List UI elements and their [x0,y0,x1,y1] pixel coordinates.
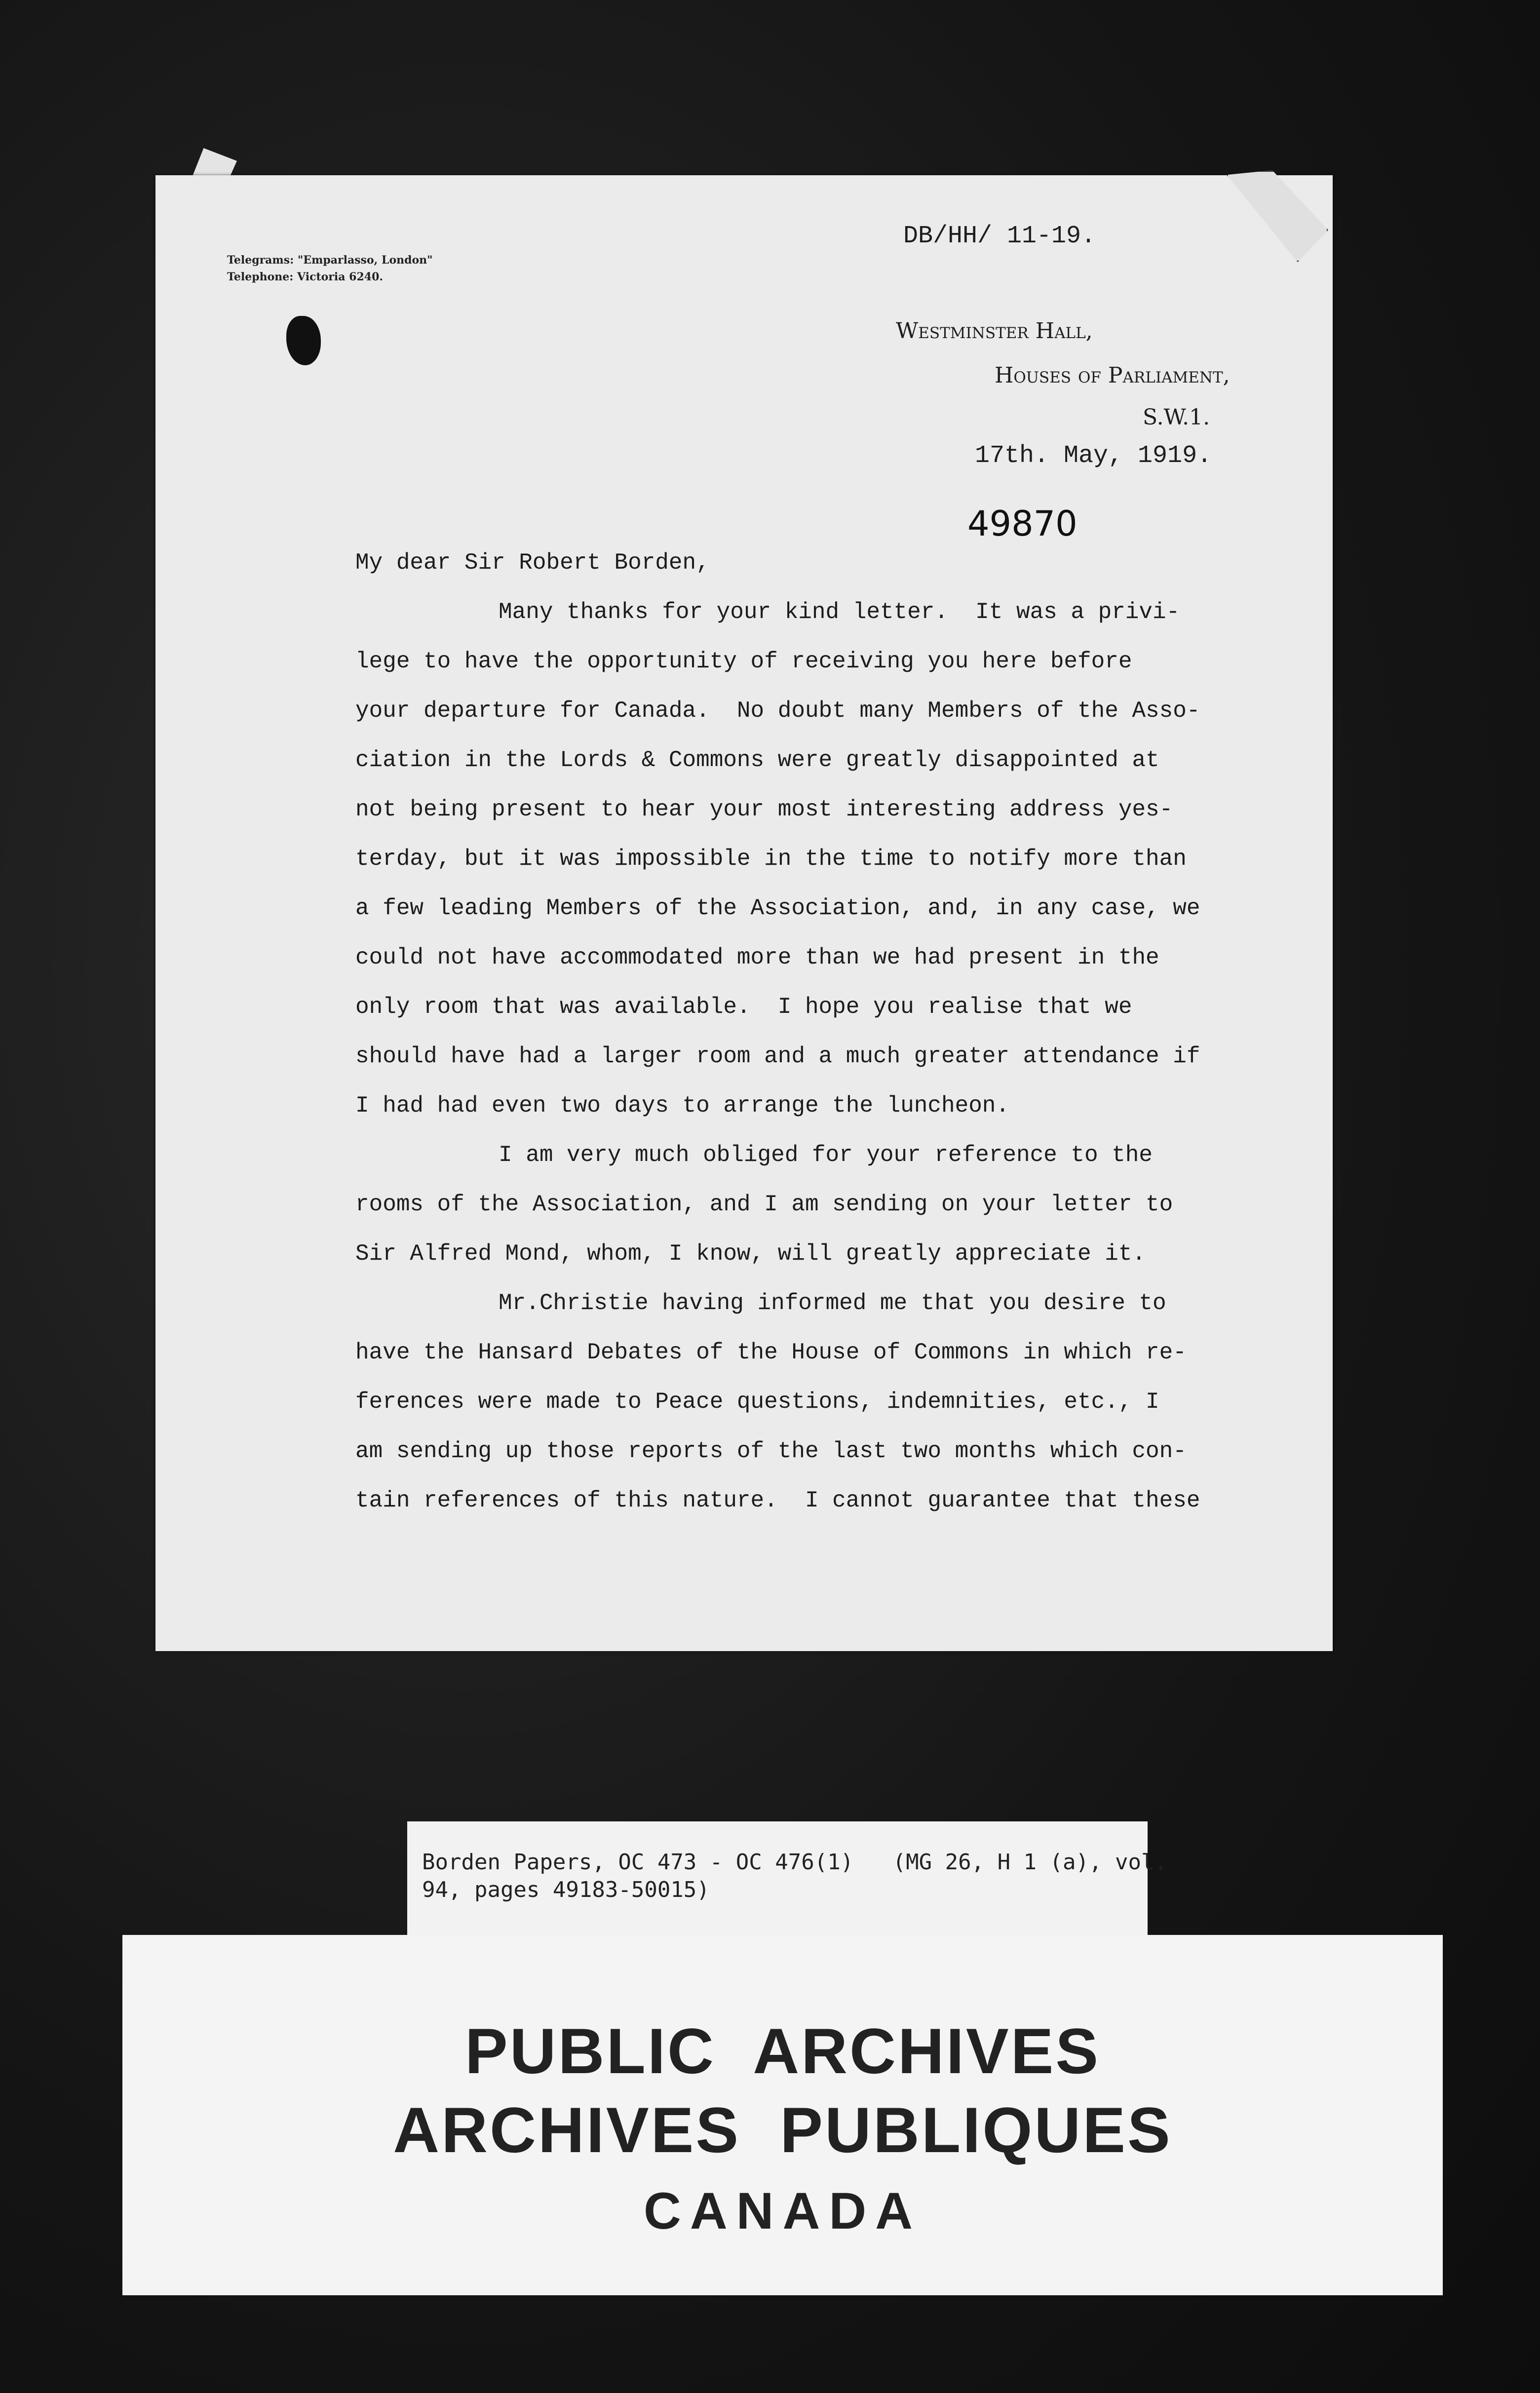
letter-line: not being present to hear your most interesting address yes- [355,797,1173,822]
letter-line: I had had even two days to arrange the luncheon. [355,1093,1010,1119]
catalog-label [407,1821,1167,1952]
letter-line: Sir Alfred Mond, whom, I know, will greatly appreciate it. [355,1241,1146,1267]
letter-body [355,538,1308,1525]
letter-line: rooms of the Association, and I am sending on your letter to [355,1192,1173,1217]
archives-country: CANADA [644,2182,922,2240]
letter-line: tain references of this nature. I cannot guarantee that these [355,1488,1200,1513]
letter-line: Many thanks for your kind letter. It was a privi- [499,599,1180,625]
letter-line: only room that was available. I hope you realise that we [355,994,1132,1020]
letter-line: your departure for Canada. No doubt many Members of the Asso- [355,698,1200,724]
letter-line: I am very much obliged for your reference to the [499,1142,1153,1168]
letter-line: terday, but it was impossible in the time to notify more than [355,846,1187,872]
telegrams-line: Telegrams: "Emparlasso, London" [227,254,433,267]
archive-stamp-number: 49870 [967,503,1078,544]
address-line-2: Houses of Parliament, [995,363,1230,388]
letter-line: could not have accommodated more than we had present in the [355,945,1159,970]
address-line-1: Westminster Hall, [896,318,1093,344]
archives-title-fr: ARCHIVES PUBLIQUES [393,2094,1172,2166]
letter-line: should have had a larger room and a much greater attendance if [355,1043,1200,1069]
catalog-line-2: 94, pages 49183-50015) [422,1877,710,1902]
letter-line: ferences were made to Peace questions, indemnities, etc., I [355,1389,1159,1415]
letterhead-contact [227,252,433,285]
letter-date: 17th. May, 1919. [975,442,1212,470]
letter-line: lege to have the opportunity of receiving you here before [355,649,1132,674]
archives-card [122,1935,1443,2295]
letter-line: am sending up those reports of the last two months which con- [355,1438,1187,1464]
letter-line: have the Hansard Debates of the House of Commons in which re- [355,1340,1187,1365]
archives-title-en: PUBLIC ARCHIVES [464,2015,1101,2087]
reference-code: DB/HH/ 11-19. [903,222,1096,250]
telephone-line: Telephone: Victoria 6240. [227,270,384,283]
letter-line: ciation in the Lords & Commons were greatly disappointed at [355,747,1159,773]
address-line-3: S.W.1. [1143,405,1210,430]
letter-line: Mr.Christie having informed me that you desire to [499,1290,1166,1316]
salutation: My dear Sir Robert Borden, [355,550,710,576]
letter-line: a few leading Members of the Association, and, in any case, we [355,895,1200,921]
catalog-line-1: Borden Papers, OC 473 - OC 476(1) (MG 26, H 1 (a), vol. [422,1850,1167,1875]
